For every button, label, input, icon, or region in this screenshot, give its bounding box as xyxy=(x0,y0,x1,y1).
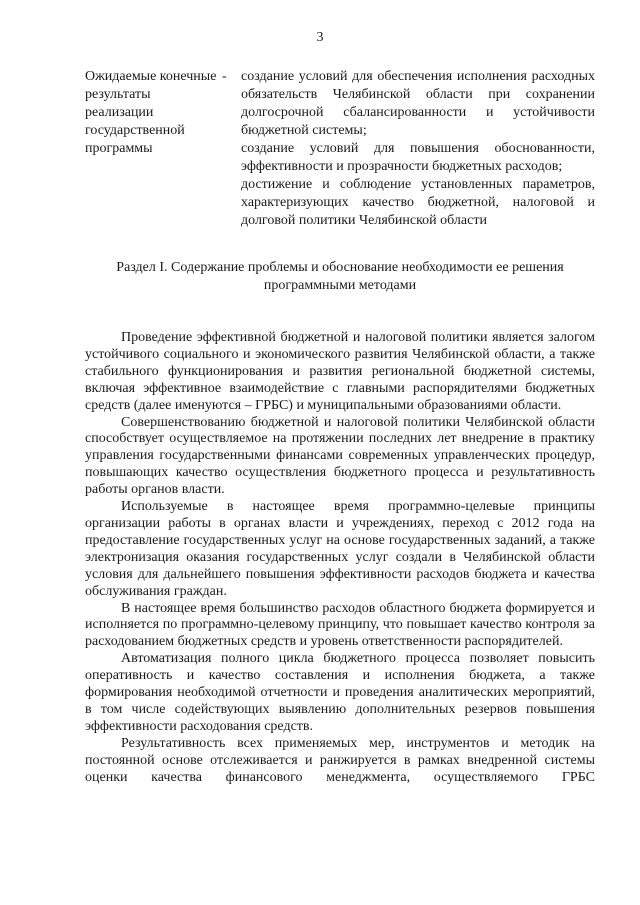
paragraph: Проведение эффективной бюджетной и налоговой политики является залогом устойчивого социального и экономического развития Челябинской области, а также стабильного функционирования и развития региональной бюджетной системы, включая эффективное взаимодействие с главными распорядителями бюджетных средств (далее именуются – ГРБС) и муниципальными образованиями области. xyxy=(85,330,595,413)
expected-results-label: Ожидаемые конечные результаты реализации государственной программы xyxy=(85,69,217,156)
expected-result-item: создание условий для повышения обоснованности, эффективности и прозрачности бюджетных расходов; xyxy=(241,141,595,174)
expected-result-item: создание условий для обеспечения исполнения расходных обязательств Челябинской области при сохранении долгосрочной сбалансированности и устойчивости бюджетной системы; xyxy=(241,69,595,138)
page-number: 3 xyxy=(316,30,324,45)
section-body xyxy=(85,330,595,786)
paragraph: Результативность всех применяемых мер, инструментов и методик на постоянной основе отслеживается и ранжируется в рамках внедренной системы оценки качества финансового менеджмента, осуществляемого ГРБС xyxy=(85,735,595,785)
paragraph: В настоящее время большинство расходов областного бюджета формируется и исполняется по программно-целевому принципу, что повышает качество контроля за расходованием бюджетных средств и уровень ответственности распорядителей. xyxy=(85,600,595,650)
expected-results-dash: - xyxy=(222,69,227,84)
paragraph: Используемые в настоящее время программно-целевые принципы организации работы в органах власти и учреждениях, переход с 2012 года на предоставление государственных услуг на основе государственных заданий, а также электронизация оказания государственных услуг создали в Челябинской области условия для дальнейшего повышения эффективности расходов бюджета и качества обслуживания граждан. xyxy=(85,499,595,599)
expected-results-list xyxy=(241,68,595,230)
paragraph: Автоматизация полного цикла бюджетного процесса позволяет повысить оперативность и качество составления и исполнения бюджета, а также формирования необходимой отчетности и проведения аналитических мероприятий, в том числе содействующих выявлению дополнительных резервов повышения эффективности расходования средств. xyxy=(85,651,595,734)
section-title: Раздел I. Содержание проблемы и обоснование необходимости ее решения программными методами xyxy=(116,260,564,293)
paragraph: Совершенствованию бюджетной и налоговой политики Челябинской области способствует осуществляемое на протяжении последних лет внедрение в практику управления государственными финансами современных управленческих процедур, повышающих качество осуществления бюджетного процесса и результативность работы органов власти. xyxy=(85,414,595,498)
expected-result-item: достижение и соблюдение установленных параметров, характеризующих качество бюджетной, налоговой и долговой политики Челябинской области xyxy=(241,177,595,228)
